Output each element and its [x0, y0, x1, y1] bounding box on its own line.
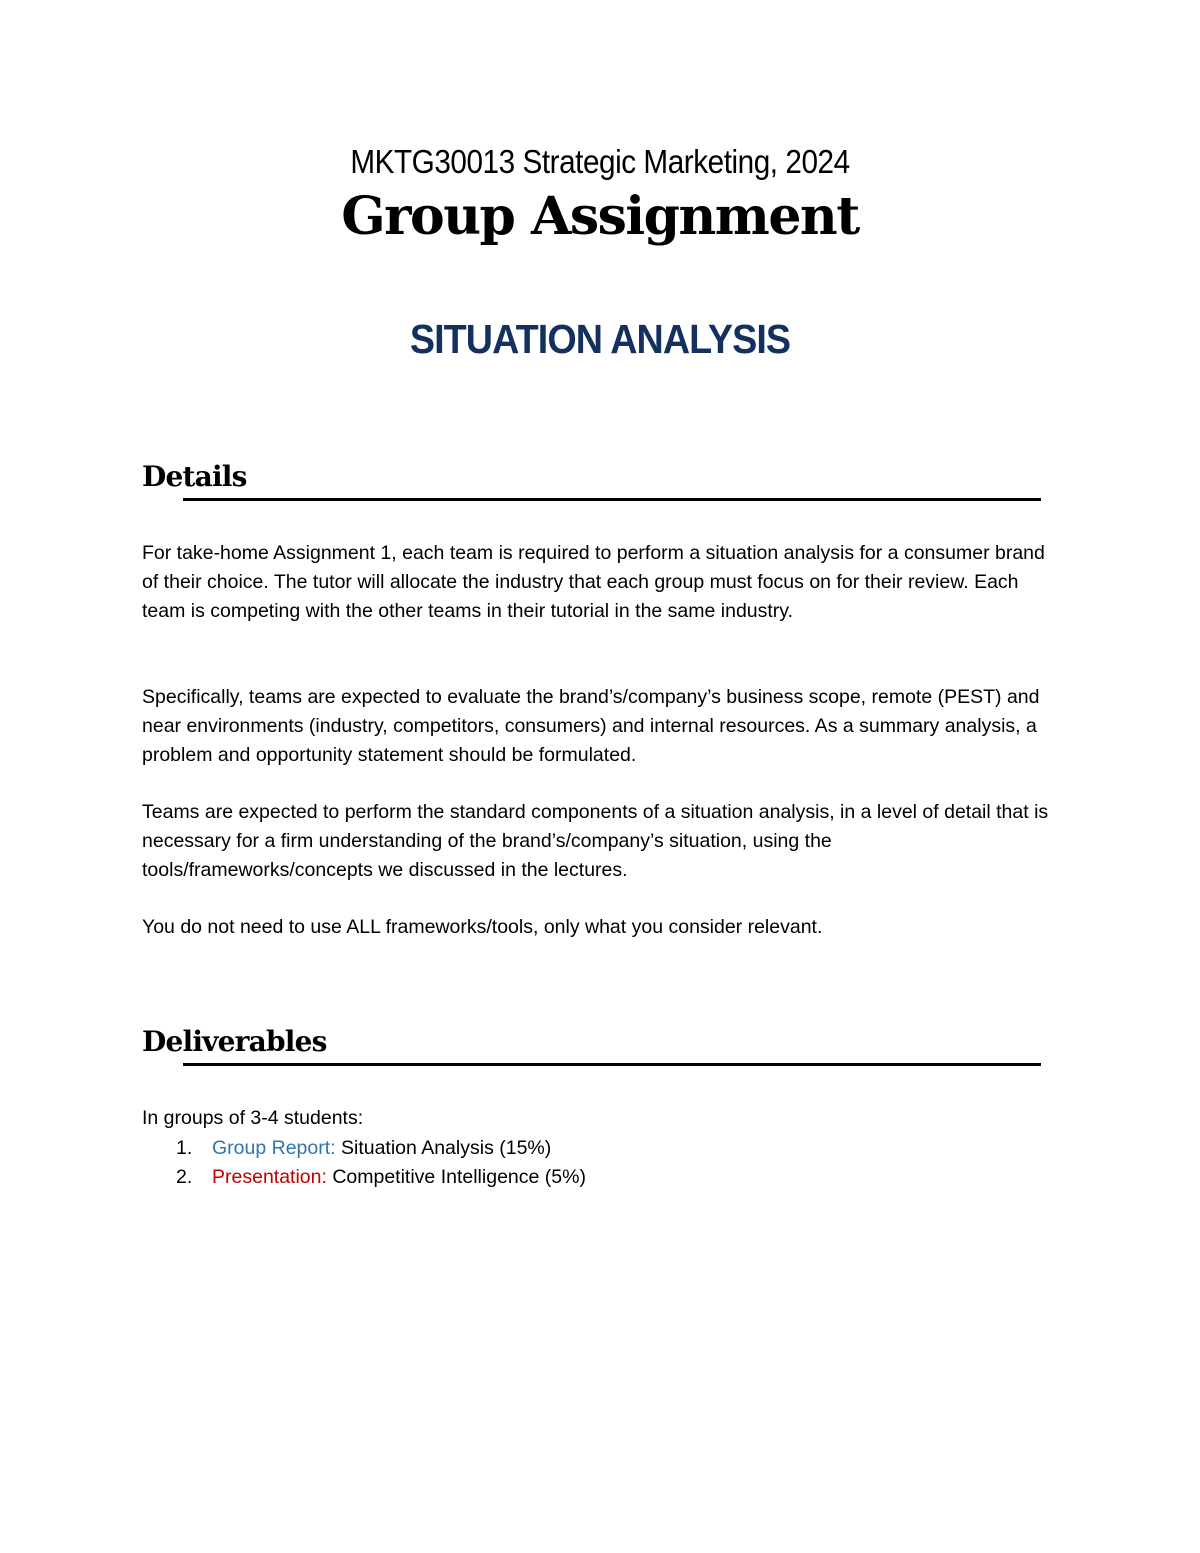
details-paragraph-4: You do not need to use ALL frameworks/tools, only what you consider relevant. — [142, 916, 823, 938]
details-heading-rule — [183, 498, 1041, 501]
details-paragraph-1: For take-home Assignment 1, each team is required to perform a situation analysis for a consumer brand of their choice. The tutor will allocate the industry that each group must focus on for their review. Each team is competing with the other teams in their tutorial in the same industry. — [142, 542, 1045, 622]
page-subtitle: SITUATION ANALYSIS — [409, 316, 791, 362]
page-title: Group Assignment — [341, 186, 859, 247]
list-item — [142, 1134, 586, 1164]
deliverables-list — [142, 1104, 586, 1193]
deliverables-heading: Deliverables — [142, 1025, 327, 1058]
list-item-number: 2. — [176, 1166, 193, 1188]
group-report-label: Group Report: — [212, 1136, 336, 1159]
list-item — [142, 1163, 586, 1193]
details-paragraph-3: Teams are expected to perform the standard components of a situation analysis, in a level of detail that is necessary for a firm understanding of the brand’s/company’s situation, using the tools/frameworks/concepts we discussed in the lectures. — [142, 801, 1049, 881]
details-heading: Details — [142, 460, 247, 493]
details-paragraph-2: Specifically, teams are expected to evaluate the brand’s/company’s business scope, remote (PEST) and near environments (industry, competitors, consumers) and internal resources. As a summary analysis, a problem and opportunity statement should be formulated. — [142, 686, 1040, 766]
presentation-label: Presentation: — [212, 1166, 327, 1188]
deliverables-intro: In groups of 3-4 students: — [142, 1107, 364, 1129]
course-line: MKTG30013 Strategic Marketing, 2024 — [350, 143, 850, 180]
list-item-text: Situation Analysis (15%) — [335, 1136, 552, 1159]
deliverables-heading-rule — [183, 1063, 1041, 1066]
list-item-number: 1. — [176, 1136, 193, 1159]
list-item-text: Competitive Intelligence (5%) — [326, 1166, 586, 1188]
